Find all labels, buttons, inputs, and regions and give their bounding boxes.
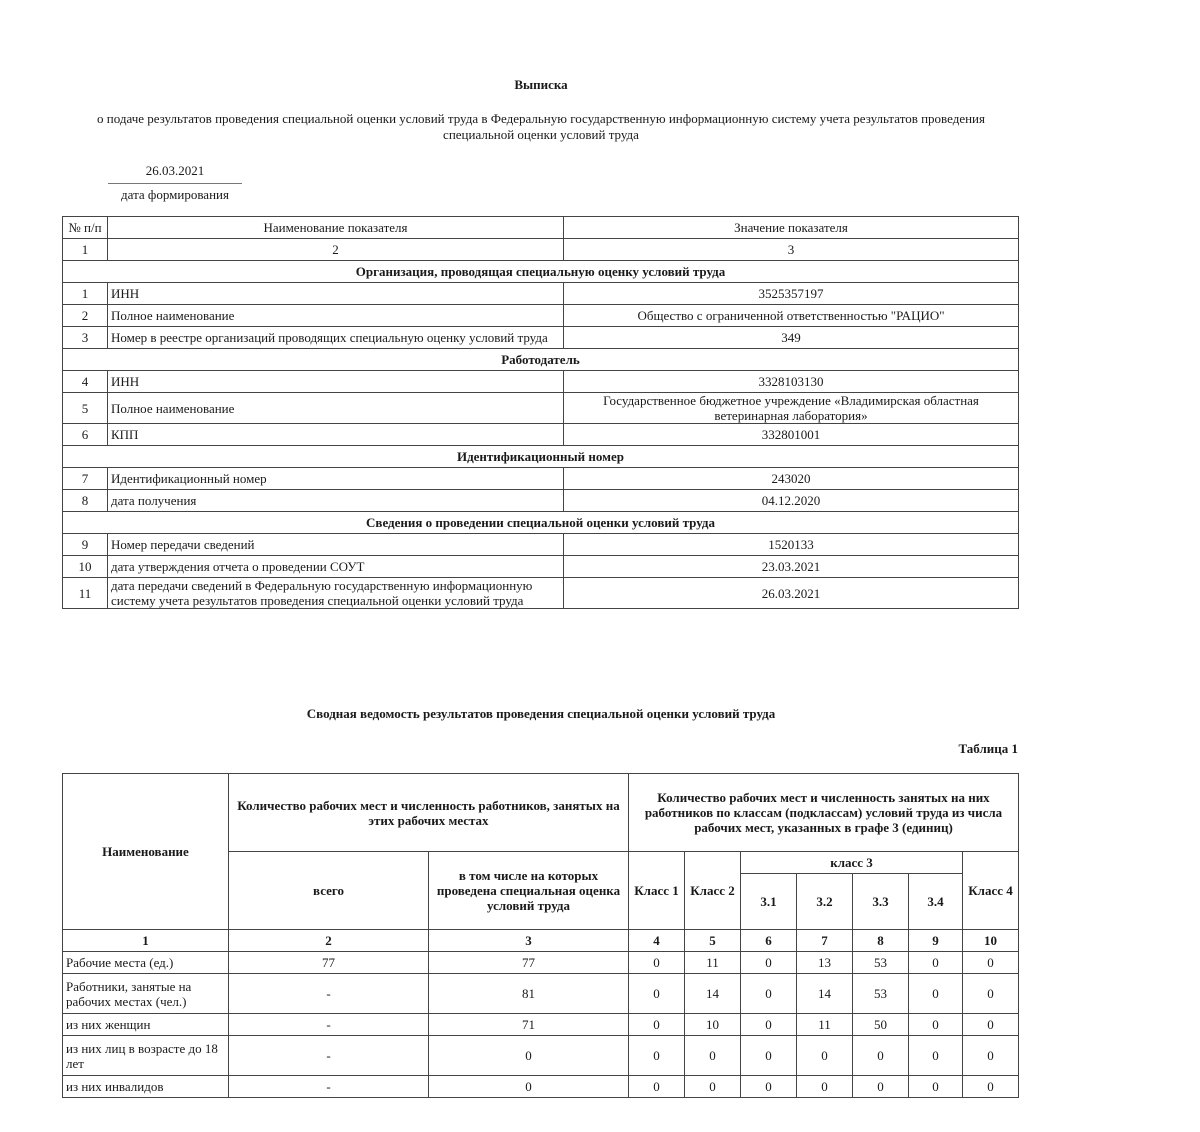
indicator-name: дата передачи сведений в Федеральную государственную информационную систему учета результатов проведения специальной оценки условий труда [108, 578, 564, 609]
row-label: из них лиц в возрасте до 18 лет [63, 1036, 229, 1076]
indicator-name: дата утверждения отчета о проведении СОУТ [108, 556, 564, 578]
column-number: 8 [853, 930, 909, 952]
summary-cell: 0 [853, 1036, 909, 1076]
table-row [63, 490, 1019, 512]
header-sub-3-4: 3.4 [909, 874, 963, 930]
column-number: 5 [685, 930, 741, 952]
indicator-name: дата получения [108, 490, 564, 512]
summary-cell: 13 [797, 952, 853, 974]
column-number: 10 [963, 930, 1019, 952]
header-sub-3-3: 3.3 [853, 874, 909, 930]
indicator-value: 349 [564, 327, 1019, 349]
summary-cell: 11 [685, 952, 741, 974]
indicator-value: 23.03.2021 [564, 556, 1019, 578]
summary-cell: 10 [685, 1014, 741, 1036]
column-number: 2 [229, 930, 429, 952]
row-number: 10 [63, 556, 108, 578]
summary-cell: 0 [963, 1014, 1019, 1036]
summary-row [63, 1014, 1019, 1036]
summary-cell: 0 [963, 1076, 1019, 1098]
indicator-value: 04.12.2020 [564, 490, 1019, 512]
indicator-name: Полное наименование [108, 393, 564, 424]
summary-cell: 81 [429, 974, 629, 1014]
formation-date-label: дата формирования [121, 187, 229, 202]
section-title: Работодатель [63, 349, 1019, 371]
summary-cell: 0 [797, 1076, 853, 1098]
summary-cell: 0 [429, 1036, 629, 1076]
table-row [63, 468, 1019, 490]
column-number: 3 [564, 239, 1019, 261]
summary-cell: 0 [629, 952, 685, 974]
summary-cell: 0 [909, 1014, 963, 1036]
column-header: Значение показателя [564, 217, 1019, 239]
summary-cell: 0 [963, 952, 1019, 974]
summary-cell: 0 [429, 1076, 629, 1098]
row-label: из них инвалидов [63, 1076, 229, 1098]
summary-cell: - [229, 1076, 429, 1098]
indicator-name: КПП [108, 424, 564, 446]
header-sub-3-1: 3.1 [741, 874, 797, 930]
section-title: Организация, проводящая специальную оценку условий труда [63, 261, 1019, 283]
summary-cell: 50 [853, 1014, 909, 1036]
summary-cell: 11 [797, 1014, 853, 1036]
row-number: 3 [63, 327, 108, 349]
summary-cell: 77 [429, 952, 629, 974]
summary-cell: 71 [429, 1014, 629, 1036]
column-number: 3 [429, 930, 629, 952]
column-header: № п/п [63, 217, 108, 239]
row-label: Рабочие места (ед.) [63, 952, 229, 974]
document-title: Выписка [514, 77, 568, 92]
column-header: Наименование показателя [108, 217, 564, 239]
summary-cell: 0 [741, 1036, 797, 1076]
summary-cell: 0 [909, 1076, 963, 1098]
formation-date: 26.03.2021 [145, 163, 205, 178]
table-row [63, 305, 1019, 327]
table-header-row [63, 217, 1019, 239]
details-table [62, 216, 1019, 609]
table-number-label: Таблица 1 [958, 741, 1018, 756]
summary-cell: 0 [909, 952, 963, 974]
header-sub-3-2: 3.2 [797, 874, 853, 930]
row-number: 7 [63, 468, 108, 490]
indicator-value: 1520133 [564, 534, 1019, 556]
table-row [63, 578, 1019, 609]
indicator-value: Общество с ограниченной ответственностью "РАЦИО" [564, 305, 1019, 327]
column-number: 4 [629, 930, 685, 952]
column-number: 1 [63, 239, 108, 261]
header-classes-group: Количество рабочих мест и численность занятых на них работников по классам (подклассам) условий труда из числа рабочих мест, указанных в графе 3 (единиц) [629, 774, 1019, 852]
column-number: 7 [797, 930, 853, 952]
header-class1: Класс 1 [629, 852, 685, 930]
summary-cell: 0 [853, 1076, 909, 1098]
summary-row [63, 952, 1019, 974]
table-row [63, 327, 1019, 349]
summary-cell: 0 [629, 974, 685, 1014]
column-number: 1 [63, 930, 229, 952]
indicator-value: 243020 [564, 468, 1019, 490]
header-name: Наименование [63, 774, 229, 930]
row-number: 2 [63, 305, 108, 327]
summary-cell: 0 [909, 1036, 963, 1076]
summary-cell: 0 [685, 1036, 741, 1076]
summary-table [62, 773, 1019, 1098]
summary-cell: 0 [741, 1014, 797, 1036]
summary-cell: 0 [741, 952, 797, 974]
summary-cell: 0 [629, 1036, 685, 1076]
row-number: 5 [63, 393, 108, 424]
summary-cell: 0 [741, 974, 797, 1014]
header-total: всего [229, 852, 429, 930]
indicator-name: Номер в реестре организаций проводящих специальную оценку условий труда [108, 327, 564, 349]
summary-cell: 0 [797, 1036, 853, 1076]
header-workplaces-group: Количество рабочих мест и численность работников, занятых на этих рабочих местах [229, 774, 629, 852]
row-number: 1 [63, 283, 108, 305]
summary-cell: 0 [909, 974, 963, 1014]
indicator-name: Идентификационный номер [108, 468, 564, 490]
summary-cell: 0 [963, 974, 1019, 1014]
row-number: 11 [63, 578, 108, 609]
column-number: 6 [741, 930, 797, 952]
summary-title: Сводная ведомость результатов проведения специальной оценки условий труда [306, 706, 776, 721]
row-number: 4 [63, 371, 108, 393]
summary-cell: 0 [629, 1076, 685, 1098]
summary-cell: - [229, 1036, 429, 1076]
summary-cell: 14 [797, 974, 853, 1014]
section-row [63, 446, 1019, 468]
summary-cell: 0 [741, 1076, 797, 1098]
column-number: 9 [909, 930, 963, 952]
summary-row [63, 974, 1019, 1014]
indicator-value: Государственное бюджетное учреждение «Владимирская областная ветеринарная лаборатория» [564, 393, 1019, 424]
row-label: Работники, занятые на рабочих местах (чел.) [63, 974, 229, 1014]
table-row [63, 424, 1019, 446]
section-row [63, 349, 1019, 371]
table-row [63, 393, 1019, 424]
indicator-value: 332801001 [564, 424, 1019, 446]
indicator-name: Полное наименование [108, 305, 564, 327]
date-underline [108, 183, 242, 184]
column-number-row [63, 930, 1019, 952]
table-row [63, 534, 1019, 556]
summary-cell: 0 [685, 1076, 741, 1098]
indicator-name: ИНН [108, 283, 564, 305]
table-row [63, 556, 1019, 578]
table-row [63, 283, 1019, 305]
summary-cell: 53 [853, 952, 909, 974]
indicator-value: 3525357197 [564, 283, 1019, 305]
indicator-name: Номер передачи сведений [108, 534, 564, 556]
indicator-value: 26.03.2021 [564, 578, 1019, 609]
summary-cell: 0 [629, 1014, 685, 1036]
row-label: из них женщин [63, 1014, 229, 1036]
indicator-name: ИНН [108, 371, 564, 393]
row-number: 9 [63, 534, 108, 556]
section-row [63, 261, 1019, 283]
header-assessed: в том числе на которых проведена специальная оценка условий труда [429, 852, 629, 930]
summary-row [63, 1036, 1019, 1076]
document-subtitle: о подаче результатов проведения специальной оценки условий труда в Федеральную государственную информационную систему учета результатов проведения специальной оценки условий труда [97, 111, 985, 142]
column-number: 2 [108, 239, 564, 261]
column-number-row [63, 239, 1019, 261]
summary-cell: 53 [853, 974, 909, 1014]
row-number: 8 [63, 490, 108, 512]
section-row [63, 512, 1019, 534]
header-class2: Класс 2 [685, 852, 741, 930]
summary-cell: 14 [685, 974, 741, 1014]
summary-row [63, 1076, 1019, 1098]
section-title: Идентификационный номер [63, 446, 1019, 468]
table-row [63, 371, 1019, 393]
summary-cell: - [229, 1014, 429, 1036]
summary-cell: 77 [229, 952, 429, 974]
summary-cell: - [229, 974, 429, 1014]
section-title: Сведения о проведении специальной оценки условий труда [63, 512, 1019, 534]
row-number: 6 [63, 424, 108, 446]
indicator-value: 3328103130 [564, 371, 1019, 393]
header-class4: Класс 4 [963, 852, 1019, 930]
header-class3: класс 3 [741, 852, 963, 874]
summary-cell: 0 [963, 1036, 1019, 1076]
